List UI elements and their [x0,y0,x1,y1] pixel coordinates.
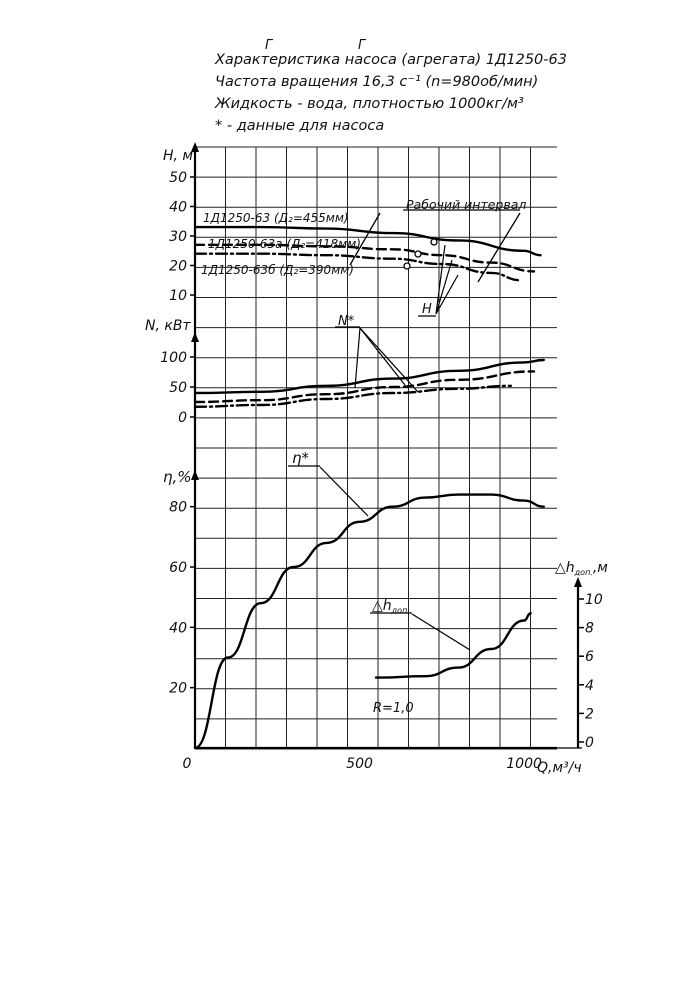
head-series-label-2: 1Д1250-63а (Д₂=418мм) [208,237,361,251]
y-axis-label-efficiency: η,% [163,468,192,486]
tick-label-npsh: 2 [585,706,594,723]
header-line-2: Частота вращения 16,3 с⁻¹ (n=980об/мин) [215,74,539,90]
npsh-curve [376,613,531,677]
power-curve-3 [195,386,511,407]
npsh-axis-arrow [574,577,582,587]
tick-label-efficiency: 40 [169,620,187,637]
header-line-1: Характеристика насоса (агрегата) 1Д1250-63 [215,52,567,68]
tick-label-x: 1000 [506,756,542,772]
tick-label-head: 50 [169,170,187,186]
tick-label-power: 100 [160,350,187,366]
tick-label-head: 10 [169,288,187,304]
eta-star-label: η* [292,449,310,467]
working-interval-leader-right [478,213,520,282]
R-label: R=1,0 [373,701,414,716]
head-series-label-1: 1Д1250-63 (Д₂=455мм) [203,211,349,225]
working-interval-label: Рабочий интервал [406,197,527,212]
y-axis-label-npsh: $\triangle h_{доп.},м$ [555,560,608,577]
tick-label-power: 50 [169,380,187,396]
tick-label-npsh: 6 [585,649,594,666]
y-axis-label-power: N, кВт [145,318,191,334]
tick-label-x: 0 [182,756,192,772]
tick-label-efficiency: 60 [169,560,187,576]
head-series-label-3: 1Д1250-63б (Д₂=390мм) [201,263,354,277]
efficiency-curve [195,495,544,748]
tick-label-head: 30 [169,229,187,245]
tick-label-head: 20 [169,258,187,275]
operating-point-3 [404,263,410,269]
tick-label-npsh: 8 [585,620,594,637]
curves [195,210,544,748]
ticks [160,170,603,772]
header-mark-2: Г [358,38,366,53]
header-mark-1: Г [265,38,273,53]
tick-label-x: 500 [346,756,373,772]
dh-label: $\triangle h_{доп.}$ [372,598,410,615]
tick-label-npsh: 10 [585,592,603,608]
tick-label-power: 0 [178,410,187,426]
H-leader-2 [436,260,452,314]
tick-label-npsh: 4 [585,677,594,694]
N-star-label: N* [338,314,355,329]
header-line-3: Жидкость - вода, плотностью 1000кг/м³ [215,96,524,112]
tick-label-efficiency: 80 [169,499,187,516]
tick-label-npsh: 0 [585,735,594,751]
H-marker-label: H [422,302,432,317]
y-axis-arrow-power [191,332,199,342]
operating-point-2 [415,251,421,257]
tick-label-head: 40 [169,199,187,216]
operating-point-1 [431,239,437,245]
N-star-leader-3 [360,328,418,392]
N-star-leader-2 [360,328,405,385]
y-axis-arrow-eta [191,470,199,480]
tick-label-efficiency: 20 [169,680,187,697]
y-axis-label-head: H, м [163,148,193,164]
x-axis-label: Q,м³/ч [537,760,582,776]
dh-leader [412,614,470,650]
header-line-4: * - данные для насоса [215,118,385,134]
